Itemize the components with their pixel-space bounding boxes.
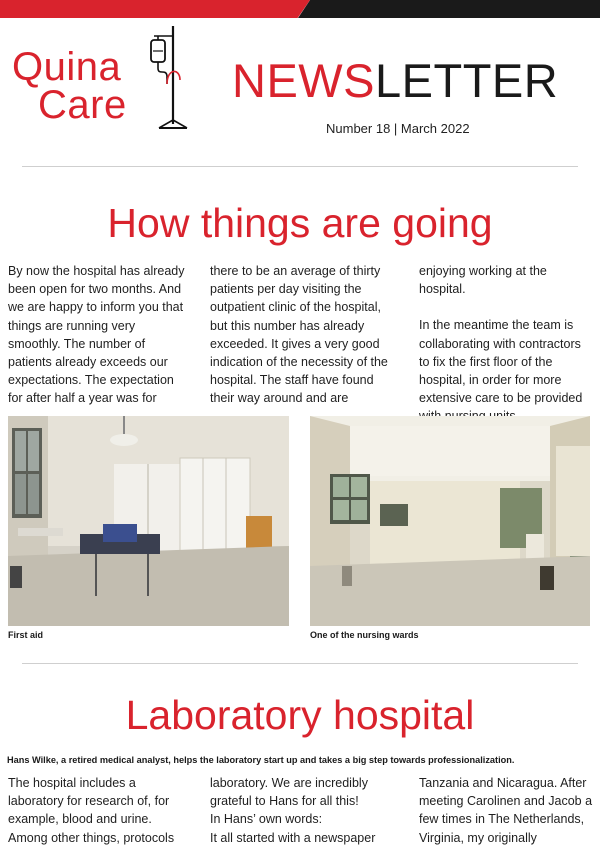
article-column-1 xyxy=(8,262,190,408)
paragraph: enjoying working at the hospital. xyxy=(419,264,547,297)
banner-black-stripe xyxy=(298,0,600,18)
logo-line-1: Quina xyxy=(12,45,122,89)
divider-top xyxy=(22,166,578,167)
top-banner-bar xyxy=(0,0,600,18)
paragraph: In Hans’ own words: xyxy=(210,812,323,827)
article-column-2 xyxy=(210,262,392,408)
photo-caption-first-aid: First aid xyxy=(8,630,44,640)
lab-column-1 xyxy=(8,774,190,847)
masthead-news: NEWS xyxy=(232,54,375,107)
paragraph: It all started with a newspaper xyxy=(210,830,376,845)
paragraph: The hospital includes a laboratory for research of, for example, blood and urine. Among other things, protocols xyxy=(8,776,175,845)
section-title-laboratory: Laboratory hospital xyxy=(125,692,475,738)
section-intro: Hans Wilke, a retired medical analyst, helps the laboratory start up and takes a big step towards professionalization. xyxy=(7,755,515,765)
lab-column-3 xyxy=(419,774,594,847)
paragraph: there to be an average of thirty patients per day visiting the outpatient clinic of the hospital, but this number has already exceeded. It gives a very good indication of the necessity of the hospital. The staff have found their way around and are xyxy=(210,264,388,406)
paragraph: By now the hospital has already been open for two months. And we are happy to inform you that things are running very smoothly. The number of patients already exceeds our expectations. The expectation for after half a year was for xyxy=(8,264,185,406)
divider-middle xyxy=(22,663,578,664)
newsletter-masthead xyxy=(232,56,558,106)
paragraph: In the meantime the team is collaborating with contractors to fix the first floor of the hospital, in order for more extensive care to be provided xyxy=(419,318,583,406)
masthead-letter: LETTER xyxy=(375,54,559,107)
logo xyxy=(12,45,127,127)
section-title-how-things: How things are going xyxy=(107,200,493,246)
first-aid-photo xyxy=(8,416,289,626)
article-column-3 xyxy=(419,262,594,426)
paragraph: Tanzania and Nicaragua. After meeting Carolinen and Jacob a few times in The Netherlands, Virginia, my originally xyxy=(419,776,593,845)
issue-number-date: Number 18 | March 2022 xyxy=(326,121,470,136)
paragraph: laboratory. We are incredibly grateful to Hans for all this! xyxy=(210,776,368,809)
lab-column-2 xyxy=(210,774,392,847)
banner-red-stripe xyxy=(0,0,310,18)
nursing-ward-photo xyxy=(310,416,590,626)
photo-caption-nursing-ward: One of the nursing wards xyxy=(310,630,419,640)
logo-line-2: Care xyxy=(38,83,127,127)
iv-drip-stand-icon xyxy=(140,24,192,132)
